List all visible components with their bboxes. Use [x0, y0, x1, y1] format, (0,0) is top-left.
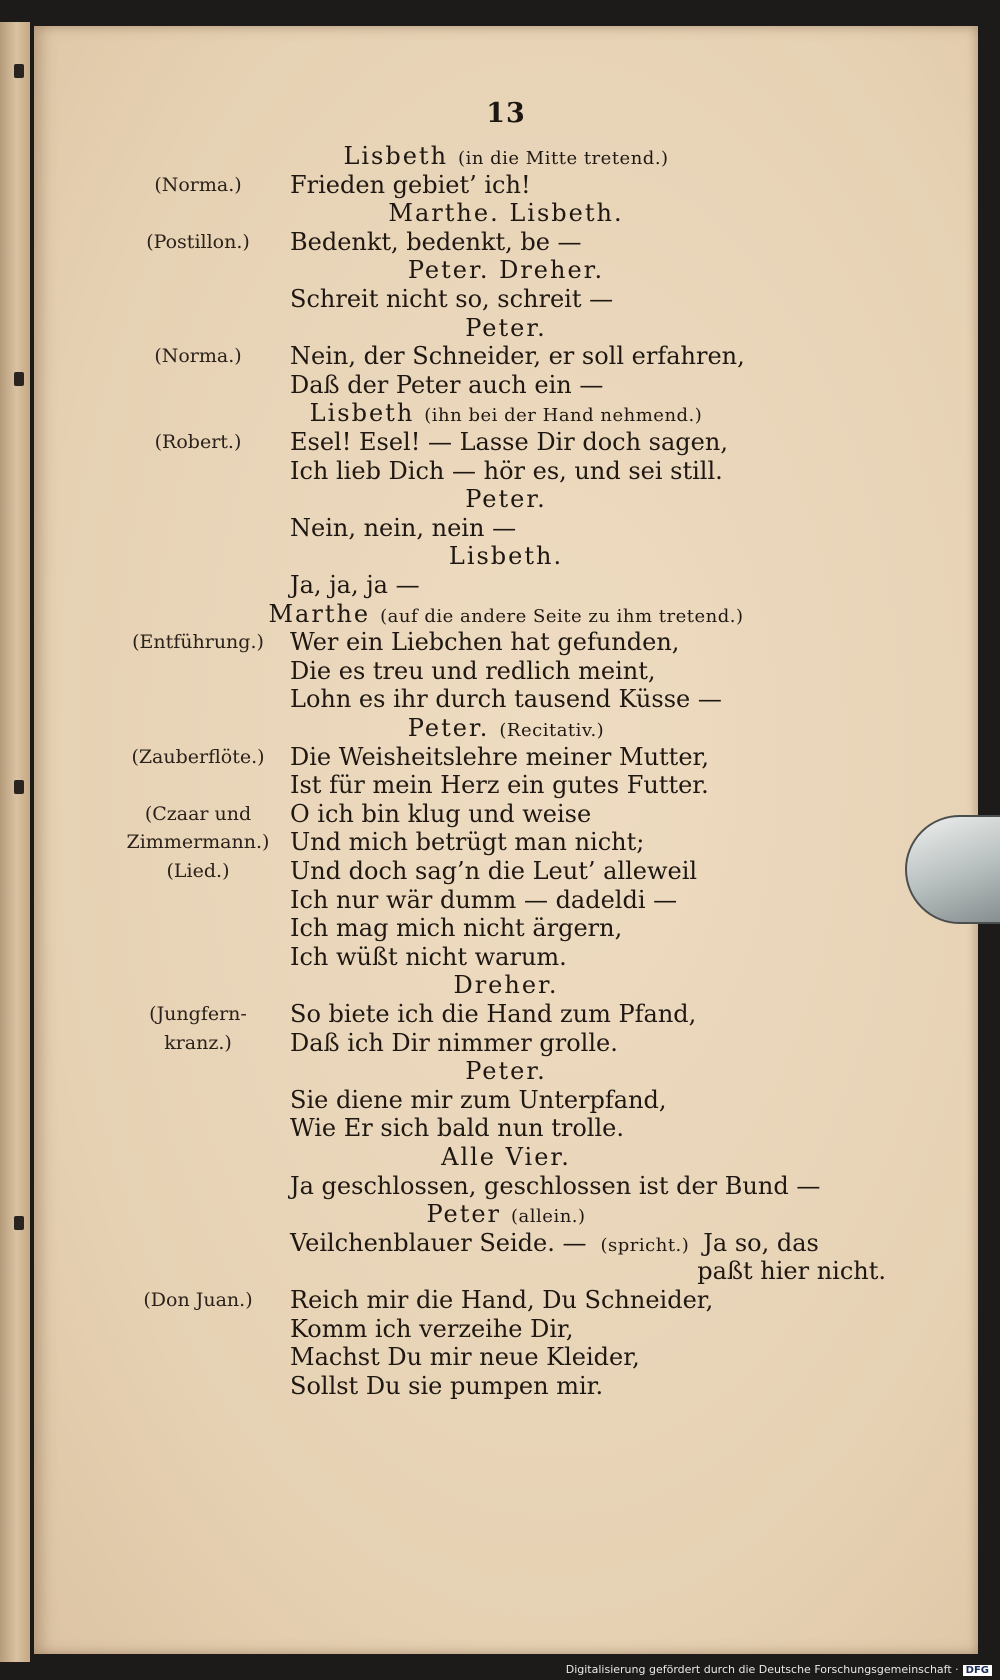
verse-text: Ja geschlossen, geschlossen ist der Bund —: [290, 1171, 821, 1200]
verse-text: Ist für mein Herz ein gutes Futter.: [290, 771, 709, 800]
margin-note: (Entführung.): [132, 631, 264, 654]
verse-text: Und doch sag’n die Leut’ alleweil: [290, 857, 698, 885]
speaker-name: Peter.: [465, 485, 547, 514]
dfg-logo: DFG: [963, 1665, 992, 1676]
verse-line: [290, 342, 745, 370]
verse-line: [290, 228, 582, 256]
verse-line: [290, 1172, 820, 1200]
verse-text: Lohn es ihr durch tausend Küsse —: [290, 685, 722, 714]
verse-text: Komm ich verzeihe Dir,: [290, 1314, 574, 1343]
verse-text: Wie Er sich bald nun trolle.: [290, 1114, 624, 1143]
verse-line: [290, 685, 722, 713]
verse-line: [290, 800, 591, 828]
speaker-name: Peter: [426, 1200, 502, 1229]
verse-line: [290, 457, 723, 485]
verse-text: Esel! Esel! — Lasse Dir doch sagen,: [290, 428, 728, 456]
stage-direction: (auf die andere Seite zu ihm tretend.): [380, 605, 744, 627]
margin-note: (Postillon.): [146, 230, 250, 253]
digitization-footer: [566, 1663, 992, 1676]
speaker-line: [34, 714, 978, 742]
verse-text: Ich mag mich nicht ärgern,: [290, 914, 623, 943]
speaker-line: [34, 399, 978, 427]
verse-text: Veilchenblauer Seide. —: [290, 1228, 587, 1257]
stage-direction: (allein.): [511, 1206, 586, 1228]
verse-line: [290, 771, 709, 799]
margin-note: Zimmermann.): [126, 831, 270, 854]
verse-text: Reich mir die Hand, Du Schneider,: [290, 1286, 714, 1314]
verse-line: [290, 1229, 819, 1257]
verse-line: [290, 886, 677, 914]
verse-text: Machst Du mir neue Kleider,: [290, 1343, 640, 1372]
verse-text: Ja, ja, ja —: [290, 571, 420, 599]
verse-text: Schreit nicht so, schreit —: [290, 285, 614, 313]
speaker-line: [34, 485, 978, 513]
verse-line: [290, 857, 697, 885]
verse-line: [290, 428, 728, 456]
verse-text: Daß ich Dir nimmer grolle.: [290, 1028, 618, 1057]
verse-line: [290, 285, 613, 313]
verse-line: [290, 371, 603, 399]
speaker-name: Peter.: [465, 1057, 547, 1086]
speaker-name: Dreher.: [453, 971, 559, 1000]
verse-line: [290, 171, 531, 199]
speaker-line: [34, 142, 978, 170]
verse-text: Und mich betrügt man nicht;: [290, 828, 645, 857]
margin-note: (Jungfern-: [149, 1003, 247, 1025]
speaker-name: Lisbeth.: [448, 542, 564, 571]
verse-text: Ich nur wär dumm — dadeldi —: [290, 885, 678, 914]
speaker-line: [34, 1143, 978, 1171]
verse-line-continuation: [34, 1257, 886, 1285]
verse-line: [290, 743, 709, 771]
speaker-name: Lisbeth: [309, 399, 415, 428]
verse-line: [290, 571, 420, 599]
margin-note: (Czaar und: [144, 802, 252, 825]
verse-text: paßt hier nicht.: [697, 1257, 886, 1286]
margin-note: (Norma.): [154, 173, 242, 196]
verse-line: [290, 1000, 696, 1028]
verse-line: [290, 1114, 624, 1142]
margin-note: (Don Juan.): [143, 1289, 253, 1311]
verse-text: Frieden gebiet’ ich!: [290, 170, 531, 199]
verse-text: Ja so, das: [703, 1228, 819, 1257]
verse-text: Ich lieb Dich — hör es, und sei still.: [290, 456, 723, 485]
speaker-name: Marthe: [268, 599, 371, 628]
speaker-name: Peter.: [465, 313, 547, 342]
verse-line: [290, 914, 622, 942]
margin-note: (Lied.): [166, 860, 230, 882]
verse-line: [290, 1372, 603, 1400]
binding-mark: [14, 64, 24, 78]
stage-direction: (Recitativ.): [499, 720, 605, 741]
speaker-name: Marthe. Lisbeth.: [388, 199, 624, 228]
verse-line: [290, 1286, 713, 1314]
speaker-line: [34, 1200, 978, 1228]
speaker-line: [34, 314, 978, 342]
verse-line: [290, 628, 679, 656]
margin-note: kranz.): [164, 1031, 232, 1054]
binding-mark: [14, 372, 24, 386]
verse-text: Sie diene mir zum Unterpfand,: [290, 1085, 667, 1114]
book-page: [34, 26, 978, 1654]
speaker-line: [34, 600, 978, 628]
speaker-line: [34, 256, 978, 284]
verse-text: Die Weisheitslehre meiner Mutter,: [290, 742, 709, 771]
verse-line: [290, 514, 516, 542]
verse-line: [290, 828, 644, 856]
footer-text: Digitalisierung gefördert durch die Deutsche Forschungsgemeinschaft ·: [565, 1663, 959, 1676]
verse-text: Nein, der Schneider, er soll erfahren,: [290, 342, 745, 371]
stage-direction: (in die Mitte tretend.): [458, 148, 669, 169]
verse-line: [290, 657, 656, 685]
speaker-name: Lisbeth: [343, 142, 449, 170]
binding-mark: [14, 1216, 24, 1230]
verse-text: Sollst Du sie pumpen mir.: [290, 1371, 604, 1400]
binding-mark: [14, 780, 24, 794]
verse-text: Nein, nein, nein —: [290, 513, 517, 542]
verse-line: [290, 1029, 618, 1057]
page-number: 13: [486, 98, 526, 129]
verse-line: [290, 1315, 574, 1343]
speaker-line: [34, 542, 978, 570]
stage-direction: (spricht.): [600, 1234, 690, 1256]
speaker-line: [34, 199, 978, 227]
verse-text: Wer ein Liebchen hat gefunden,: [290, 628, 680, 657]
margin-note: (Robert.): [154, 431, 242, 453]
verse-line: [290, 1086, 667, 1114]
verse-text: Ich wüßt nicht warum.: [290, 942, 567, 971]
verse-text: O ich bin klug und weise: [290, 799, 592, 828]
previous-page-edge: [0, 22, 30, 1662]
margin-note: (Norma.): [154, 345, 242, 368]
verse-text: Bedenkt, bedenkt, be —: [290, 227, 582, 256]
speaker-line: [34, 971, 978, 999]
margin-note: (Zauberflöte.): [131, 745, 265, 768]
verse-text: Daß der Peter auch ein —: [290, 370, 604, 399]
verse-line: [290, 1343, 640, 1371]
stage-direction: (ihn bei der Hand nehmend.): [424, 405, 703, 427]
speaker-name: Alle Vier.: [441, 1143, 571, 1171]
speaker-name: Peter. Dreher.: [407, 256, 605, 285]
verse-line: [290, 943, 567, 971]
speaker-line: [34, 1057, 978, 1085]
speaker-name: Peter.: [407, 714, 490, 742]
verse-text: Die es treu und redlich meint,: [290, 656, 656, 685]
verse-text: So biete ich die Hand zum Pfand,: [290, 1000, 697, 1028]
